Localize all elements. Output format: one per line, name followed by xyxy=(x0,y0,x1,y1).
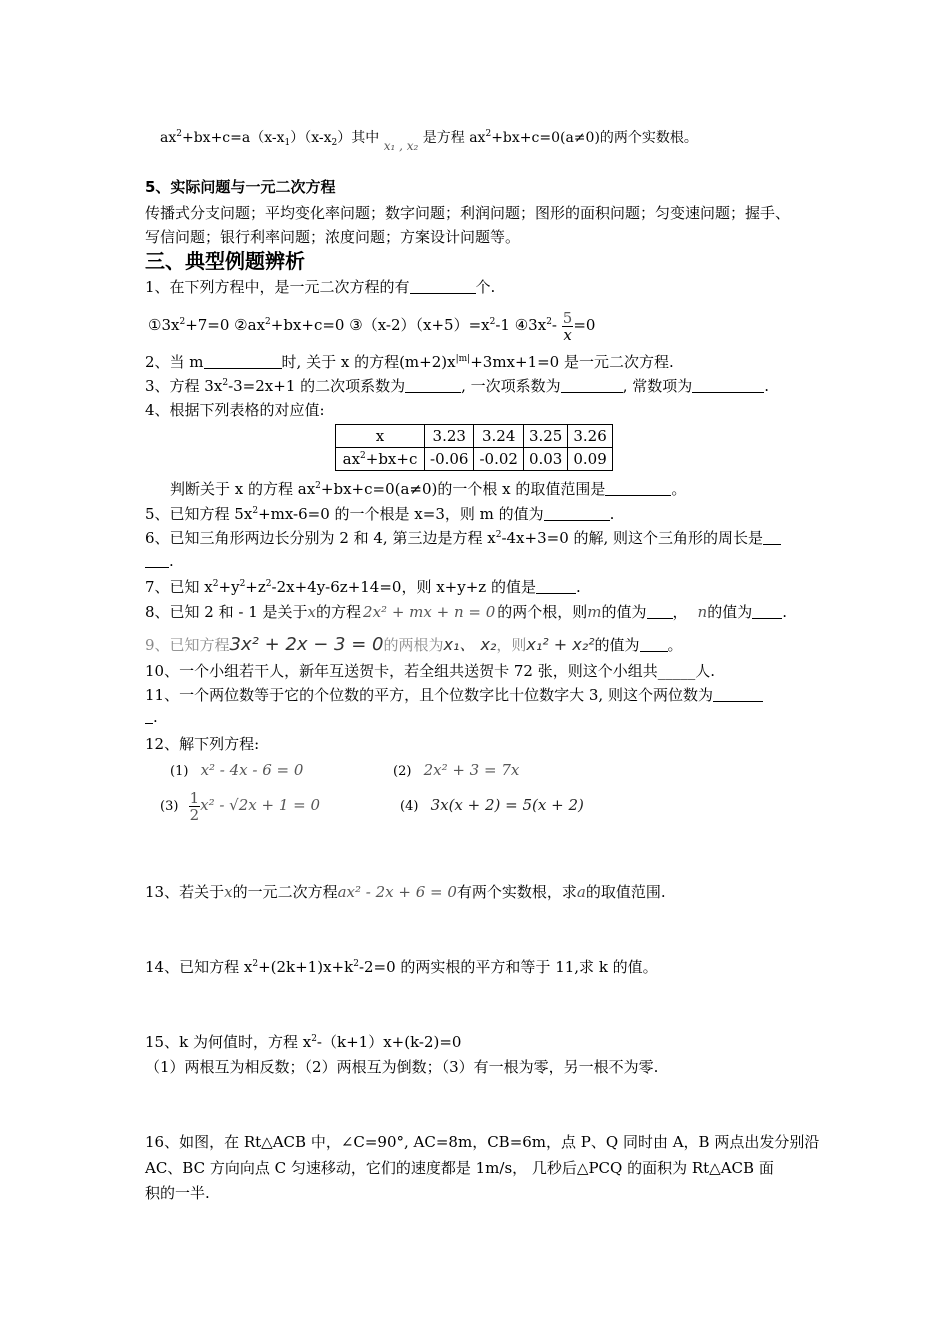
q12-p4 xyxy=(400,794,584,818)
text: 有两个实数根，求 xyxy=(456,883,577,901)
math-equation: x² - 4x - 6 = 0 xyxy=(200,761,304,779)
math-var: m xyxy=(587,603,602,621)
text: 的一元二次方程 xyxy=(232,883,338,901)
text: 14、已知方程 x xyxy=(145,958,253,976)
text: 的值为 xyxy=(707,603,753,621)
blank xyxy=(410,279,476,294)
text: 6、已知三角形两边长分别为 2 和 4, 第三边是方程 x xyxy=(145,529,496,547)
section5-line2: 写信问题；银行利率问题；浓度问题；方案设计问题等。 xyxy=(145,228,521,246)
text: ax xyxy=(342,450,361,468)
sup: 2 xyxy=(265,317,271,327)
sup: 2 xyxy=(485,129,492,139)
text: 的两个根，则 xyxy=(497,603,588,621)
text: ，则 xyxy=(496,636,527,654)
text: . xyxy=(169,552,174,570)
q4-judge xyxy=(170,478,686,500)
text: 2、当 m xyxy=(145,353,204,371)
values-table xyxy=(335,424,613,471)
q7-text xyxy=(145,576,581,598)
table-cell: 0.03 xyxy=(523,448,567,471)
text: +mx-6=0 的一个根是 x=3，则 m 的值为 xyxy=(258,505,544,523)
text: -1 ④3x xyxy=(495,316,547,334)
q13-text xyxy=(145,881,666,903)
table-row xyxy=(336,425,613,448)
text: 是方程 ax xyxy=(422,130,486,146)
blank xyxy=(752,604,782,619)
q2-text xyxy=(145,351,674,373)
fraction xyxy=(562,310,574,343)
sup: 2 xyxy=(546,317,552,327)
text: 的取值范围. xyxy=(585,883,666,901)
q10-text: 10、一个小组若干人，新年互送贺卡，若全组共送贺卡 72 张，则这个小组共_____人. xyxy=(145,662,715,680)
blank xyxy=(536,579,576,594)
blank xyxy=(561,378,623,393)
q12-p1 xyxy=(170,759,303,783)
text: -3=2x+1 的二次项系数为 xyxy=(228,377,406,395)
text: 的值为 xyxy=(601,603,647,621)
blank xyxy=(544,506,610,521)
label: (2) xyxy=(393,764,412,779)
text: +7=0 ②ax xyxy=(185,316,266,334)
sup: 2 xyxy=(489,317,496,327)
text: 11、一个两位数等于它的个位数的平方，且个位数字比十位数字大 3, 则这个两位数为 xyxy=(145,686,713,704)
text: 15、k 为何值时，方程 x xyxy=(145,1033,312,1051)
math-equation: 3x² + 2x − 3 = 0 xyxy=(229,634,384,655)
q3-text xyxy=(145,375,769,397)
sup: 2 xyxy=(495,530,502,540)
sup: 2 xyxy=(252,506,259,516)
sup: 2 xyxy=(360,451,366,461)
denominator: 2 xyxy=(189,806,200,824)
table-cell: 3.24 xyxy=(474,425,523,448)
text: , 一次项系数为 xyxy=(461,377,561,395)
sup: 2 xyxy=(239,579,246,589)
text: ）其中 xyxy=(337,130,380,146)
table-cell: -0.06 xyxy=(425,448,474,471)
text: 1、在下列方程中，是一元二次方程的有 xyxy=(145,278,410,296)
sup: 2 xyxy=(353,959,359,969)
blank xyxy=(204,354,282,369)
math-equation: x² - √2x + 1 = 0 xyxy=(200,796,321,814)
text: 3、方程 3x xyxy=(145,377,223,395)
text: 。 xyxy=(671,480,687,498)
text: - xyxy=(551,316,557,334)
blank xyxy=(605,481,671,496)
section5-heading: 5、实际问题与一元二次方程 xyxy=(145,178,336,196)
math-roots: x₁、 x₂ xyxy=(443,635,497,654)
q4-text: 4、根据下列表格的对应值: xyxy=(145,401,325,419)
text: +3mx+1=0 是一元二次方程. xyxy=(470,353,674,371)
top-formula xyxy=(160,127,698,153)
math-var: x xyxy=(224,883,233,901)
text: -4x+3=0 的解, 则这个三角形的周长是 xyxy=(501,529,764,547)
q6-text xyxy=(145,527,781,549)
text: . xyxy=(609,505,615,523)
text: ax xyxy=(160,130,177,146)
sup: 2 xyxy=(252,959,259,969)
q6-cont xyxy=(145,550,174,572)
table-cell xyxy=(336,448,425,471)
text: . xyxy=(153,708,158,726)
sup: 2 xyxy=(176,129,182,139)
text: +bx+c xyxy=(365,450,418,468)
section5-line1: 传播式分支问题；平均变化率问题；数字问题；利润问题；图形的面积问题；匀变速问题；握手、 xyxy=(145,204,791,222)
sup: |m| xyxy=(455,354,471,364)
q8-text: 8、已知 2 和 - 1 是关于x的方程 2x² + mx + n = 0 的两个根，则m的值为 ， n的值为 . xyxy=(145,603,787,621)
math-var: n xyxy=(697,603,708,621)
blank xyxy=(640,637,668,652)
q5-text xyxy=(145,503,614,525)
text: 13、若关于 xyxy=(145,883,225,901)
q15-line2: （1）两根互为相反数；（2）两根互为倒数；（3）有一根为零，另一根不为零. xyxy=(145,1058,659,1076)
blank xyxy=(145,709,153,724)
math-var: a xyxy=(576,883,586,901)
sub: 1 xyxy=(284,138,291,148)
sup: 2 xyxy=(212,579,219,589)
sub: 2 xyxy=(331,138,338,148)
text: +z xyxy=(245,578,266,596)
text: 的值为 xyxy=(594,636,640,654)
table-cell: -0.02 xyxy=(474,448,523,471)
text: 个. xyxy=(475,278,496,296)
text: 8、已知 2 和 - 1 是关于 xyxy=(145,603,308,621)
label: (3) xyxy=(160,799,179,814)
table-cell: 3.23 xyxy=(425,425,474,448)
text: , 常数项为 xyxy=(622,377,693,395)
label: (1) xyxy=(170,764,189,779)
fraction xyxy=(189,790,201,823)
text: ①3x xyxy=(148,316,180,334)
text: +bx+c=0 ③（x-2）（x+5）=x xyxy=(270,316,490,334)
text: 判断关于 x 的方程 ax xyxy=(170,480,316,498)
numerator: 1 xyxy=(189,789,200,807)
text: . xyxy=(782,603,787,621)
text: 7、已知 x xyxy=(145,578,213,596)
text: +(2k+1)x+k xyxy=(258,958,354,976)
text: -2x+4y-6z+14=0，则 x+y+z 的值是 xyxy=(271,578,536,596)
text: -2=0 的两实根的平方和等于 11,求 k 的值。 xyxy=(358,958,658,976)
q12-text: 12、解下列方程: xyxy=(145,735,260,753)
q1-text xyxy=(145,276,495,298)
blank xyxy=(647,604,673,619)
text: -（k+1）x+(k-2)=0 xyxy=(316,1033,462,1051)
denominator: x xyxy=(563,325,572,344)
math-var: x xyxy=(307,603,317,621)
label: (4) xyxy=(400,799,419,814)
q16-line3: 积的一半. xyxy=(145,1184,210,1202)
sup: 2 xyxy=(311,1034,317,1044)
table-cell: x xyxy=(336,425,425,448)
q9-text xyxy=(145,634,683,656)
blank xyxy=(763,530,781,545)
text: ）（x-x xyxy=(290,130,332,146)
text: +bx+c=0(a≠0)的两个实数根。 xyxy=(491,130,698,146)
sup: 2 xyxy=(265,579,272,589)
math-equation: 2x² + 3 = 7x xyxy=(423,761,520,779)
text: 9、已知方程 xyxy=(145,636,230,654)
text: +bx+c=a（x-x xyxy=(181,130,285,146)
math-equation: 3x(x + 2) = 5(x + 2) xyxy=(430,796,584,814)
text: 5、已知方程 5x xyxy=(145,505,253,523)
text: 时, 关于 x 的方程(m+2)x xyxy=(281,353,456,371)
math-sum: x₁² + x₂² xyxy=(526,635,595,654)
blank xyxy=(405,378,461,393)
text: +bx+c=0(a≠0)的一个根 x 的取值范围是 xyxy=(320,480,606,498)
roots-math: x₁ , x₂ xyxy=(383,139,419,153)
text: . xyxy=(575,578,581,596)
text: 的方程 xyxy=(316,603,362,621)
sup: 2 xyxy=(179,317,186,327)
table-cell: 3.26 xyxy=(568,425,612,448)
text: +y xyxy=(218,578,240,596)
q16-line2: AC、BC 方向向点 C 匀速移动，它们的速度都是 1m/s， 几秒后△PCQ 的面积为 Rt△ACB 面 xyxy=(145,1159,774,1177)
q1-options xyxy=(148,308,595,343)
blank xyxy=(145,553,169,568)
table-row xyxy=(336,448,613,471)
q12-p3 xyxy=(160,788,320,824)
q15-text xyxy=(145,1031,461,1053)
q12-p2 xyxy=(393,759,519,783)
q14-text xyxy=(145,956,658,978)
q11-cont xyxy=(145,706,158,728)
blank xyxy=(713,687,763,702)
blank xyxy=(692,378,764,393)
sup: 2 xyxy=(315,481,321,491)
section3-heading: 三、典型例题辨析 xyxy=(145,249,305,273)
q11-text xyxy=(145,684,763,706)
math-equation: ax² - 2x + 6 = 0 xyxy=(337,883,457,901)
table-cell: 0.09 xyxy=(568,448,612,471)
sup: 2 xyxy=(222,378,229,388)
numerator: 5 xyxy=(562,308,573,327)
text: . xyxy=(764,377,770,395)
text: =0 xyxy=(573,316,596,334)
text: 。 xyxy=(667,636,683,654)
text: 的两根为 xyxy=(383,636,444,654)
table-cell: 3.25 xyxy=(523,425,567,448)
math-equation: 2x² + mx + n = 0 xyxy=(363,603,496,621)
q16-line1: 16、如图，在 Rt△ACB 中，∠C=90°, AC=8m，CB=6m，点 P、Q 同时由 A，B 两点出发分别沿 xyxy=(145,1133,820,1151)
